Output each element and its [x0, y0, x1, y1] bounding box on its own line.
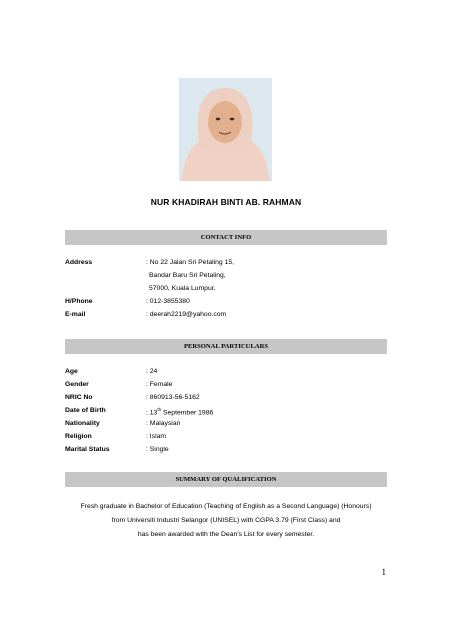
address-line-2: Bandar Baru Sri Petaling,: [149, 272, 226, 279]
phone-label: H/Phone: [65, 298, 93, 305]
phone-value: : 012-3855380: [146, 298, 190, 305]
marital-status-label: Marital Status: [65, 446, 110, 453]
nationality-value: : Malaysian: [146, 420, 181, 427]
portrait-image: [179, 78, 272, 181]
dob-value: [146, 407, 213, 416]
dob-day: : 13: [146, 409, 158, 417]
address-line-3: 57000, Kuala Lumpur.: [149, 285, 216, 292]
summary-line-2: from Universiti Industri Selangor (UNISEL) with CGPA 3.79 (First Class) and: [111, 517, 341, 524]
gender-label: Gender: [65, 381, 89, 388]
summary-heading: SUMMARY OF QUALIFICATION: [65, 472, 387, 487]
address-label: Address: [65, 259, 93, 266]
personal-particulars-heading: PERSONAL PARTICULARS: [65, 339, 387, 354]
age-label: Age: [65, 368, 78, 375]
email-label: E-mail: [65, 311, 86, 318]
gender-value: : Female: [146, 381, 173, 388]
candidate-name: NUR KHADIRAH BINTI AB. RAHMAN: [150, 197, 302, 207]
nationality-label: Nationality: [65, 420, 100, 427]
contact-info-heading: CONTACT INFO: [65, 230, 387, 245]
nric-label: NRIC No: [65, 394, 93, 401]
summary-line-3: has been awarded with the Dean’s List for every semester.: [137, 531, 315, 538]
profile-photo: [179, 78, 272, 181]
dob-ordinal: th: [157, 407, 162, 412]
dob-month-year: September 1986: [161, 409, 214, 417]
nric-value: : 860913-56-5162: [146, 394, 200, 401]
religion-label: Religion: [65, 433, 92, 440]
page-number: 1: [381, 567, 386, 577]
religion-value: : Islam: [146, 433, 167, 440]
email-value: : deerah2219@yahoo.com: [146, 311, 227, 318]
marital-status-value: : Single: [146, 446, 169, 453]
dob-label: Date of Birth: [65, 407, 106, 414]
summary-line-1: Fresh graduate in Bachelor of Education (Teaching of English as a Second Language) (Honours): [80, 503, 372, 510]
address-line-1: : No 22 Jalan Sri Petaling 15,: [146, 259, 235, 266]
age-value: : 24: [146, 368, 158, 375]
